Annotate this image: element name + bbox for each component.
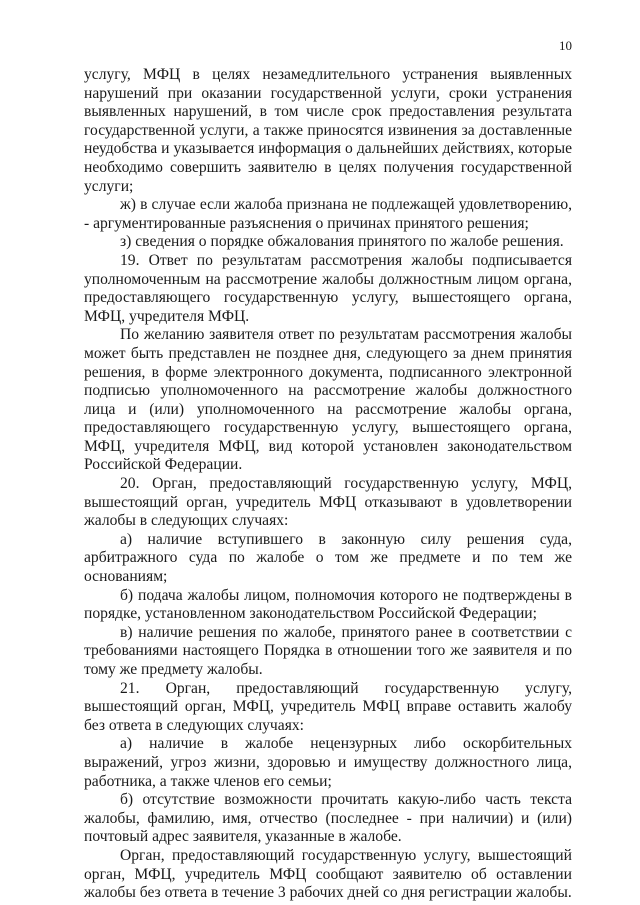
page-number: 10 [559,38,572,53]
paragraph: По желанию заявителя ответ по результатам рассмотрения жалобы может быть представлен не позднее дня, следующего за днем принятия решения, в форме электронного документа, подписанного электронной подписью уполномоченного на рассмотрение жалобы должностного лица и (или) уполномоченного на рассмотрение жалобы органа, предоставляющего государственную услугу, вышестоящего органа, МФЦ, учредителя МФЦ, вид которой установлен законодательством Российской Федерации. [84,326,572,474]
paragraph: а) наличие вступившего в законную силу решения суда, арбитражного суда по жалобе о том же предмете и по тем же основаниям; [84,530,572,586]
paragraph: 21. Орган, предоставляющий государственную услугу, вышестоящий орган, МФЦ, учредитель МФЦ вправе оставить жалобу без ответа в следующих случаях: [84,679,572,734]
paragraph: б) отсутствие возможности прочитать какую-либо часть текста жалобы, фамилию, имя, отчество (последнее - при наличии) и (или) почтовый адрес заявителя, указанные в жалобе. [84,791,572,846]
paragraph: з) сведения о порядке обжалования принятого по жалобе решения. [120,233,564,251]
paragraph: Орган, предоставляющий государственную услугу, вышестоящий орган, МФЦ, учредитель МФЦ сообщают заявителю об оставлении жалобы без ответа в течение 3 рабочих дней со дня регистрации жалобы. [84,846,572,902]
paragraph: ж) в случае если жалоба признана не подлежащей удовлетворению, - аргументированные разъяснения о причинах принятого решения; [84,196,572,232]
paragraph: 20. Орган, предоставляющий государственную услугу, МФЦ, вышестоящий орган, учредитель МФЦ отказывают в удовлетворении жалобы в следующих случаях: [84,475,572,530]
paragraph: б) подача жалобы лицом, полномочия которого не подтверждены в порядке, установленном законодательством Российской Федерации; [84,586,572,623]
paragraph: в) наличие решения по жалобе, принятого ранее в соответствии с требованиями настоящего Порядка в отношении того же заявителя и по тому же предмету жалобы. [84,623,572,678]
paragraph: 19. Ответ по результатам рассмотрения жалобы подписывается уполномоченным на рассмотрение жалобы должностным лицом органа, предоставляющего государственную услугу, вышестоящего органа, МФЦ, учредителя МФЦ. [84,251,572,325]
paragraph: услугу, МФЦ в целях незамедлительного устранения выявленных нарушений при оказании государственной услуги, сроки устранения выявленных нарушений, в том числе срок предоставления результата государственной услуги, а также приносятся извинения за доставленные неудобства и указывается информация о дальнейших действиях, которые необходимо совершить заявителю в целях получения государственной услуги; [84,66,572,195]
paragraph: а) наличие в жалобе нецензурных либо оскорбительных выражений, угроз жизни, здоровью и имуществу должностного лица, работника, а также членов его семьи; [84,735,572,790]
document-body [84,66,572,903]
